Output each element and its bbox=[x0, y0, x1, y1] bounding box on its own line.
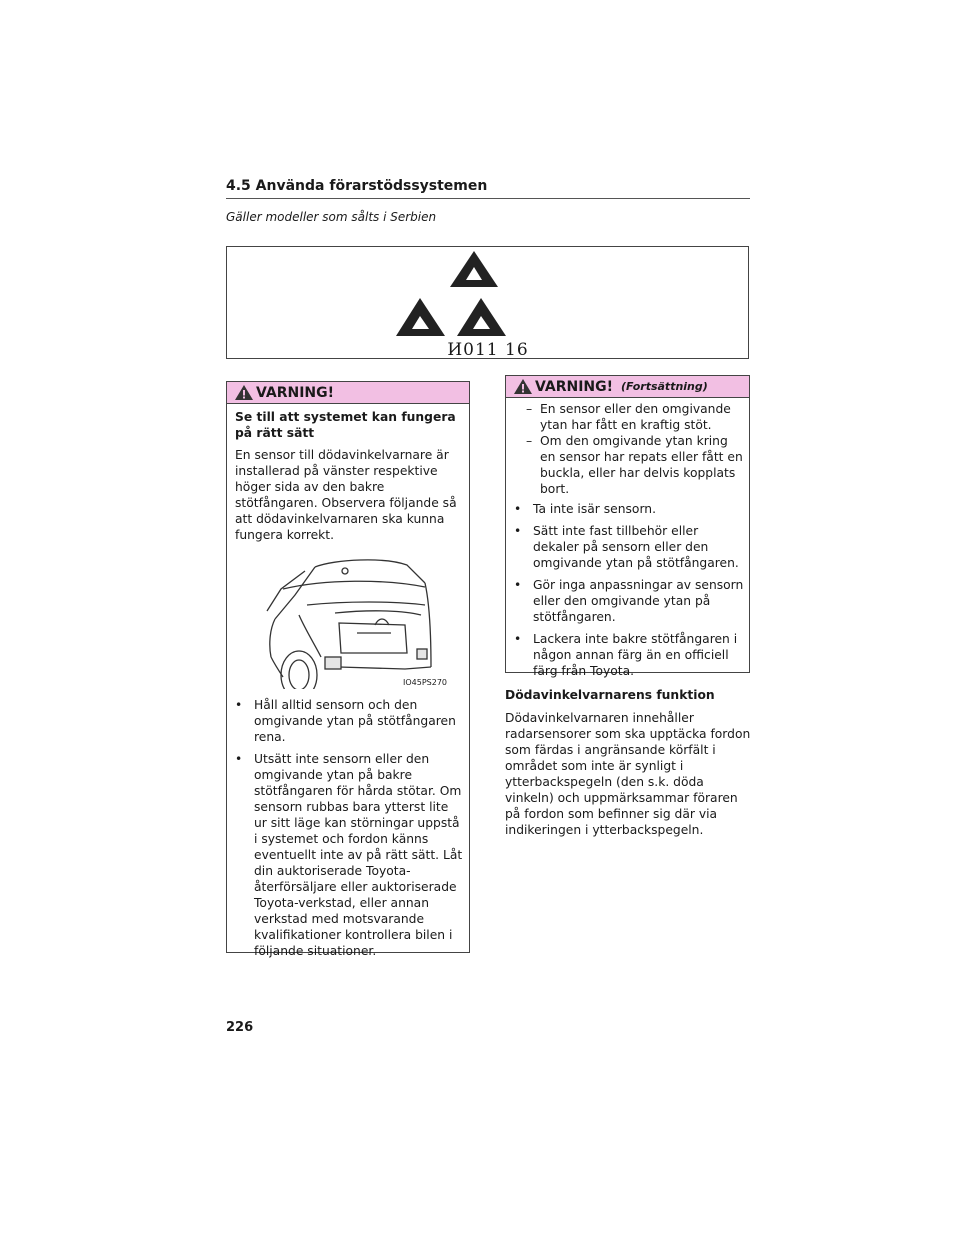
function-body: Dödavinkelvarnaren innehåller radarsensorer som ska upptäcka fordon som färdas i angränsande körfält i området som inte är synligt i ytterbackspegeln (den s.k. döda vinkeln) och uppmärksammar föraren på fordon som befinner sig där via indikeringen i ytterbackspegeln. bbox=[505, 711, 751, 837]
warning-header bbox=[227, 382, 469, 404]
warning-bullet: • Lackera inte bakre stötfångaren i någon annan färg än en officiell färg från Toyota. bbox=[514, 632, 738, 678]
warning-box-right bbox=[505, 375, 750, 678]
page-number: 226 bbox=[226, 1020, 254, 1035]
warning-intro: En sensor till dödavinkelvarnare är installerad på vänster respektive höger sida av den bakre stötfångaren. Observera följande så att dödavinkelvarnaren ska kunna fungera korrekt. bbox=[235, 448, 457, 542]
warning-bullet: • Sätt inte fast tillbehör eller dekaler på sensorn eller den omgivande ytan på stötfångaren. bbox=[514, 524, 739, 570]
warning-icon bbox=[513, 378, 533, 395]
function-heading: Dödavinkelvarnarens funktion bbox=[505, 688, 715, 702]
warning-continued-label: (Fortsättning) bbox=[621, 380, 708, 393]
warning-title: VARNING! bbox=[256, 384, 335, 401]
car-rear-illustration bbox=[235, 549, 457, 689]
warning-icon bbox=[234, 384, 254, 401]
warning-bullet: • Utsätt inte sensorn eller den omgivande ytan på bakre stötfångaren för hårda stötar. Om sensorn rubbas bara ytterst lite ur sitt läge kan störningar uppstå i systemet och fordon känns eventuellt inte av på rätt sätt. Låt din auktoriserade Toyota-återförsäljare eller auktoriserade Toyota-verkstad, eller annan verkstad med motsvarande kvalifikationer kontrollera bilen i följande situationer. bbox=[235, 752, 463, 958]
image-code: IO45PS270 bbox=[403, 678, 448, 687]
region-subtitle: Gäller modeller som sålts i Serbien bbox=[226, 210, 437, 224]
warning-bullet: • Ta inte isär sensorn. bbox=[514, 502, 656, 516]
warning-box-left bbox=[226, 381, 470, 958]
warning-bullet: • Gör inga anpassningar av sensorn eller den omgivande ytan på stötfångaren. bbox=[514, 578, 744, 624]
approval-mark-figure bbox=[226, 246, 749, 359]
warning-heading: Se till att systemet kan fungera på rätt sätt bbox=[235, 410, 456, 440]
figure-code: И011 16 bbox=[447, 340, 529, 360]
section-header: 4.5 Använda förarstödssystemen bbox=[226, 178, 750, 199]
warning-dash-item: – En sensor eller den omgivande ytan har fått en kraftig stöt. bbox=[526, 402, 731, 432]
warning-header bbox=[506, 376, 749, 398]
warning-bullet: • Håll alltid sensorn och den omgivande ytan på stötfångaren rena. bbox=[235, 698, 456, 744]
function-section bbox=[505, 687, 755, 845]
warning-title: VARNING! bbox=[535, 378, 614, 395]
warning-dash-item: – Om den omgivande ytan kring en sensor har repats eller fått en buckla, eller har delvis kopplats bort. bbox=[526, 434, 743, 496]
